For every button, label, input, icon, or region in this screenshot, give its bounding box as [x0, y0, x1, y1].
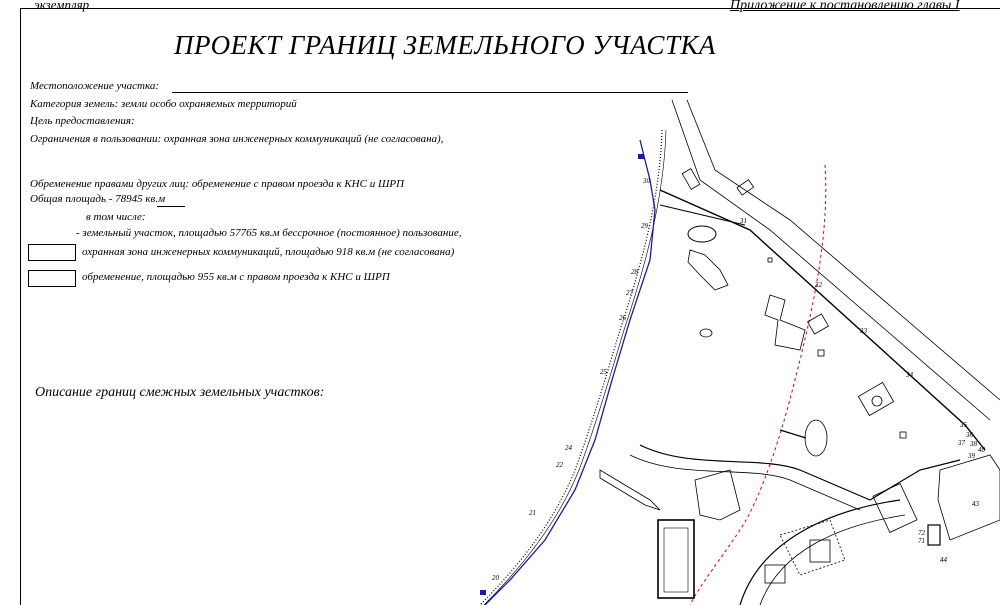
building	[858, 382, 893, 415]
small-structure	[700, 329, 712, 337]
point-label: 35	[960, 421, 967, 429]
fountain	[805, 420, 827, 456]
small-square	[818, 350, 824, 356]
point-label: 29	[641, 222, 648, 230]
category-field: Категория земель: земли особо охраняемых территорий	[30, 98, 297, 110]
building	[688, 250, 728, 290]
copy-label: экземпляр	[34, 0, 90, 12]
including-label: в том числе:	[86, 211, 146, 223]
blue-marker	[638, 154, 644, 159]
road-edge	[672, 100, 990, 420]
hatched-boundary-edge	[484, 130, 666, 605]
curved-road-2	[630, 455, 860, 510]
building-inner	[664, 528, 688, 592]
point-label: 37	[958, 439, 965, 447]
point-label: 72	[918, 529, 925, 537]
point-label: 27	[626, 289, 633, 297]
point-label: 43	[972, 500, 979, 508]
point-label: 20	[492, 574, 499, 582]
point-label: 38	[970, 440, 977, 448]
total-area-field: Общая площадь - 78945 кв.м	[30, 193, 166, 205]
lower-road-2	[760, 515, 905, 605]
point-label: 22	[556, 461, 563, 469]
point-label: 21	[529, 509, 536, 517]
building	[938, 455, 1000, 540]
red-dashed-line	[690, 165, 826, 605]
parcel-boundary-2	[660, 205, 745, 225]
building-large	[658, 520, 694, 598]
purpose-field: Цель предоставления:	[30, 115, 135, 127]
small-square	[768, 258, 772, 262]
building	[765, 565, 785, 583]
point-label: 30	[643, 177, 650, 185]
point-label: 71	[918, 537, 925, 545]
building	[810, 540, 830, 562]
building	[808, 314, 829, 334]
road-edge-2	[687, 100, 1000, 400]
appendix-label: Приложение к постановлению главы I	[730, 0, 960, 13]
building	[765, 295, 805, 350]
building	[695, 470, 740, 520]
parcel-boundary	[660, 190, 985, 450]
legend-text-protection-zone: охранная зона инженерных коммуникаций, площадью 918 кв.м (не согласована)	[82, 246, 455, 258]
point-label: 36	[966, 431, 973, 439]
point-label: 33	[860, 327, 867, 335]
building	[928, 525, 940, 545]
point-label: 32	[815, 281, 822, 289]
restrictions-field: Ограничения в пользовании: охранная зона инженерных коммуникаций (не согласована),	[30, 133, 444, 145]
page-title: ПРОЕКТ ГРАНИЦ ЗЕМЕЛЬНОГО УЧАСТКА	[174, 30, 716, 60]
building	[737, 180, 754, 195]
arrow-shape	[600, 470, 660, 510]
dashed-plot	[780, 520, 845, 575]
small-square	[900, 432, 906, 438]
point-label: 25	[600, 368, 607, 376]
location-field: Местоположение участка:	[30, 80, 160, 92]
legend-text-encumbrance: обременение, площадью 955 кв.м с правом проезда к КНС и ШРП	[82, 271, 390, 283]
point-label: 28	[631, 268, 638, 276]
point-label: 39	[968, 452, 975, 460]
blue-boundary	[485, 140, 655, 605]
hatched-boundary	[480, 130, 662, 605]
point-label: 34	[906, 371, 913, 379]
encumbrance-field: Обременение правами других лиц: обременение с правом проезда к КНС и ШРП	[30, 178, 405, 190]
curved-road	[640, 445, 960, 500]
point-label: 26	[619, 314, 626, 322]
lower-road	[740, 500, 900, 605]
path-line	[780, 430, 806, 438]
building	[873, 484, 917, 533]
parcel-field: - земельный участок, площадью 57765 кв.м бессрочное (постоянное) пользование,	[76, 227, 462, 239]
round-structure	[688, 226, 716, 242]
point-label: 44	[940, 556, 947, 564]
circle-mark	[872, 396, 882, 406]
point-label: 40	[978, 446, 985, 454]
neighbors-heading: Описание границ смежных земельных участков:	[35, 385, 325, 400]
blue-marker-2	[480, 590, 486, 595]
point-label: 24	[565, 444, 572, 452]
point-label: 31	[740, 217, 747, 225]
